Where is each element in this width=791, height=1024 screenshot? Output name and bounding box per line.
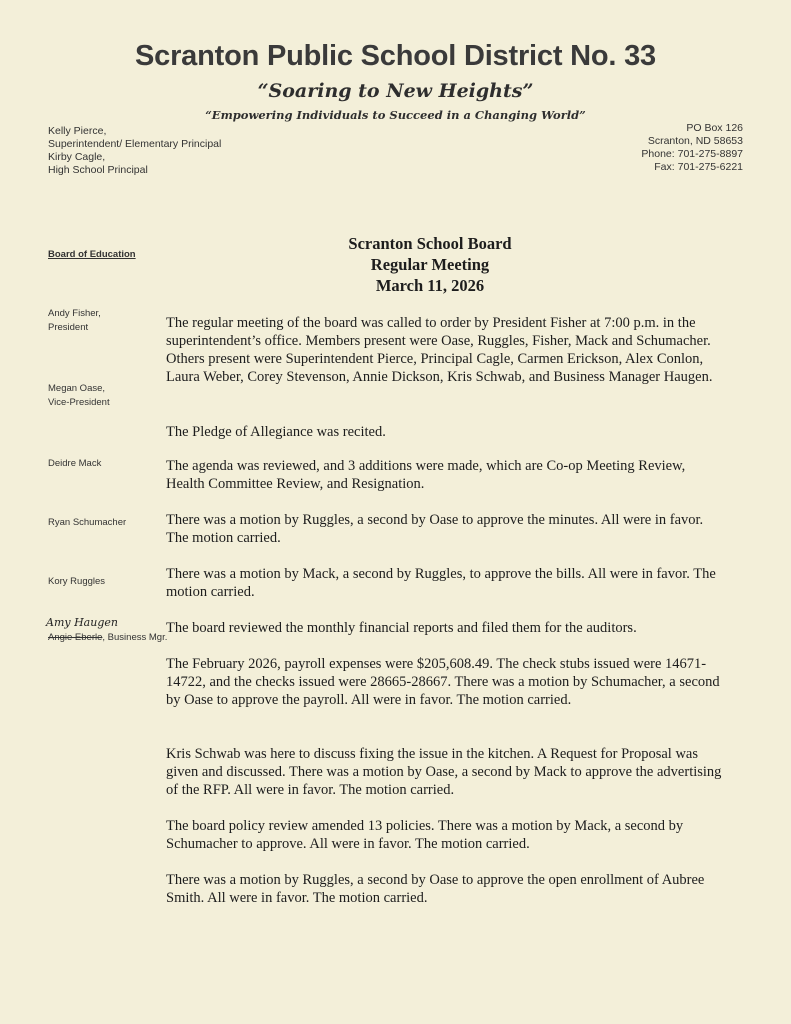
board-member	[48, 575, 105, 589]
minutes-paragraph	[166, 457, 726, 493]
paragraph-text: The Pledge of Allegiance was recited.	[166, 424, 386, 440]
paragraph-text: The board policy review amended 13 policies. There was a motion by Mack, a second by Schumacher to approve. All were in favor. The motion carried.	[166, 818, 684, 852]
contact-line: High School Principal	[48, 164, 148, 176]
board-heading: Board of Education	[48, 249, 136, 260]
business-manager-line	[48, 632, 167, 643]
member-name: Andy Fisher,	[48, 308, 101, 319]
board-member	[48, 382, 110, 410]
paragraph-text: Kris Schwab was here to discuss fixing the issue in the kitchen. A Request for Proposal was given and discussed. There was a motion by Oase, a second by Mack to approve the advertising of the RFP. All were in favor. The motion carried.	[166, 746, 722, 798]
contact-line: Superintendent/ Elementary Principal	[48, 138, 222, 150]
minutes-paragraph	[166, 423, 726, 441]
minutes-heading	[300, 233, 560, 296]
board-member	[48, 457, 101, 471]
paragraph-text: The board reviewed the monthly financial reports and filed them for the auditors.	[166, 620, 637, 636]
board-member	[48, 516, 126, 530]
heading-line: Regular Meeting	[370, 255, 490, 274]
contact-line: Kelly Pierce,	[48, 125, 107, 137]
handwritten-signature: Amy Haugen	[46, 616, 118, 629]
paragraph-text: There was a motion by Ruggles, a second by Oase to approve the minutes. All were in favor. The motion carried.	[166, 512, 704, 546]
administrator-contacts	[48, 125, 221, 177]
fax-line: Fax: 701-275-6221	[654, 161, 743, 173]
manager-role: , Business Mgr.	[102, 632, 168, 643]
meeting-date: March 11, 2026	[375, 276, 485, 295]
district-submotto: “Empowering Individuals to Succeed in a Changing World”	[205, 108, 586, 122]
board-member	[48, 307, 101, 335]
heading-line: Scranton School Board	[348, 234, 512, 253]
member-name: Deidre Mack	[48, 458, 102, 469]
minutes-paragraph	[166, 619, 726, 637]
district-address	[641, 122, 743, 174]
minutes-paragraph	[166, 871, 726, 907]
address-line: PO Box 126	[686, 122, 743, 134]
district-title: Scranton Public School District No. 33	[135, 40, 656, 72]
minutes-paragraph	[166, 817, 726, 853]
minutes-paragraph	[166, 565, 726, 601]
member-name: Ryan Schumacher	[48, 517, 127, 528]
paragraph-text: There was a motion by Mack, a second by Ruggles, to approve the bills. All were in favor. The motion carried.	[166, 566, 716, 600]
paragraph-text: The regular meeting of the board was called to order by President Fisher at 7:00 p.m. in the superintendent’s office. Members present were Oase, Ruggles, Fisher, Mack and Schumacher. Others present were Superintendent Pierce, Principal Cagle, Carmen Erickson, Alex Conlon, Laura Weber, Corey Stevenson, Annie Dickson, Kris Schwab, and Business Manager Haugen.	[166, 315, 713, 385]
paragraph-text: There was a motion by Ruggles, a second by Oase to approve the open enrollment of Aubree Smith. All were in favor. The motion carried.	[166, 872, 705, 906]
minutes-paragraph	[166, 745, 726, 799]
minutes-paragraph	[166, 511, 726, 547]
minutes-paragraph	[166, 314, 726, 386]
member-name: Kory Ruggles	[48, 576, 106, 587]
member-role: President	[48, 322, 89, 333]
phone-line: Phone: 701-275-8897	[641, 148, 743, 160]
address-line: Scranton, ND 58653	[647, 135, 743, 147]
member-role: Vice-President	[48, 397, 110, 408]
minutes-paragraph	[166, 655, 726, 709]
paragraph-text: The agenda was reviewed, and 3 additions were made, which are Co-op Meeting Review, Health Committee Review, and Resignation.	[166, 458, 686, 492]
district-motto: “Soaring to New Heights”	[257, 80, 534, 102]
paragraph-text: The February 2026, payroll expenses were $205,608.49. The check stubs issued were 14671-14722, and the checks issued were 28665-28667. There was a motion by Schumacher, a second by Oase to approve the payroll. All were in favor. The motion carried.	[166, 656, 720, 708]
struck-name: Angie Eberle	[48, 632, 103, 643]
member-name: Megan Oase,	[48, 383, 106, 394]
contact-line: Kirby Cagle,	[48, 151, 106, 163]
